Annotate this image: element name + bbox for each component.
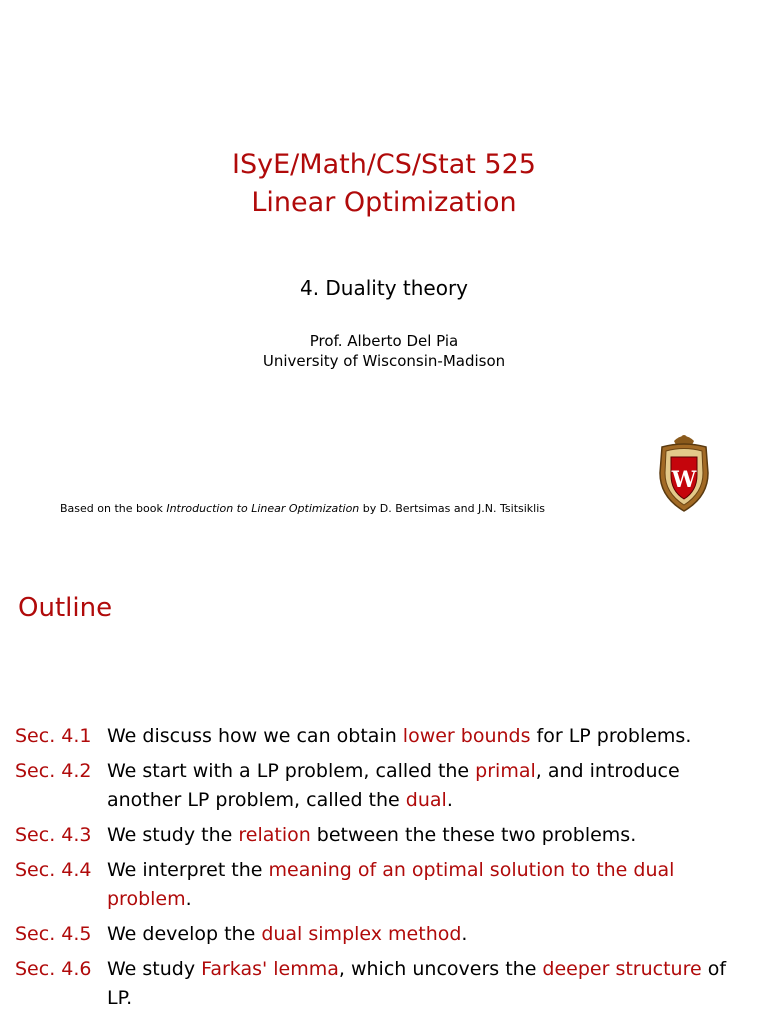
book-title: Introduction to Linear Optimization bbox=[166, 502, 360, 515]
course-subtitle: Linear Optimization bbox=[251, 187, 517, 218]
svg-text:W: W bbox=[671, 467, 697, 493]
credit-prefix: Based on the book bbox=[60, 502, 167, 515]
university-crest-logo bbox=[656, 433, 712, 513]
author-affiliation: University of Wisconsin-Madison bbox=[262, 352, 506, 370]
item-text: We study the relation between the these two problems. bbox=[107, 824, 637, 846]
outline-title: Outline bbox=[18, 593, 113, 623]
list-item bbox=[15, 920, 755, 949]
section-number: Sec. 4.5 bbox=[15, 923, 92, 945]
list-item bbox=[15, 856, 755, 914]
section-number: Sec. 4.3 bbox=[15, 824, 92, 846]
section-number: Sec. 4.2 bbox=[15, 760, 92, 782]
book-credit bbox=[60, 502, 545, 516]
item-text: We start with a LP problem, called the primal, and introduce another LP problem, called the dual. bbox=[107, 760, 680, 811]
outline-slide bbox=[0, 576, 768, 1024]
list-item bbox=[15, 757, 755, 815]
list-item bbox=[15, 955, 755, 1013]
outline-list bbox=[15, 722, 755, 1019]
list-item bbox=[15, 722, 755, 751]
item-text: We study Farkas' lemma, which uncovers the deeper structure of LP. bbox=[107, 958, 727, 1009]
item-text: We discuss how we can obtain lower bounds for LP problems. bbox=[107, 725, 692, 747]
item-text: We develop the dual simplex method. bbox=[107, 923, 468, 945]
section-number: Sec. 4.4 bbox=[15, 859, 92, 881]
lecture-title: 4. Duality theory bbox=[299, 276, 469, 300]
section-number: Sec. 4.1 bbox=[15, 725, 92, 747]
author-name: Prof. Alberto Del Pia bbox=[309, 332, 459, 350]
list-item bbox=[15, 821, 755, 850]
course-title: ISyE/Math/CS/Stat 525 bbox=[232, 149, 536, 180]
credit-suffix: by D. Bertsimas and J.N. Tsitsiklis bbox=[359, 502, 546, 515]
item-text: We interpret the meaning of an optimal solution to the dual problem. bbox=[107, 859, 675, 910]
section-number: Sec. 4.6 bbox=[15, 958, 92, 980]
